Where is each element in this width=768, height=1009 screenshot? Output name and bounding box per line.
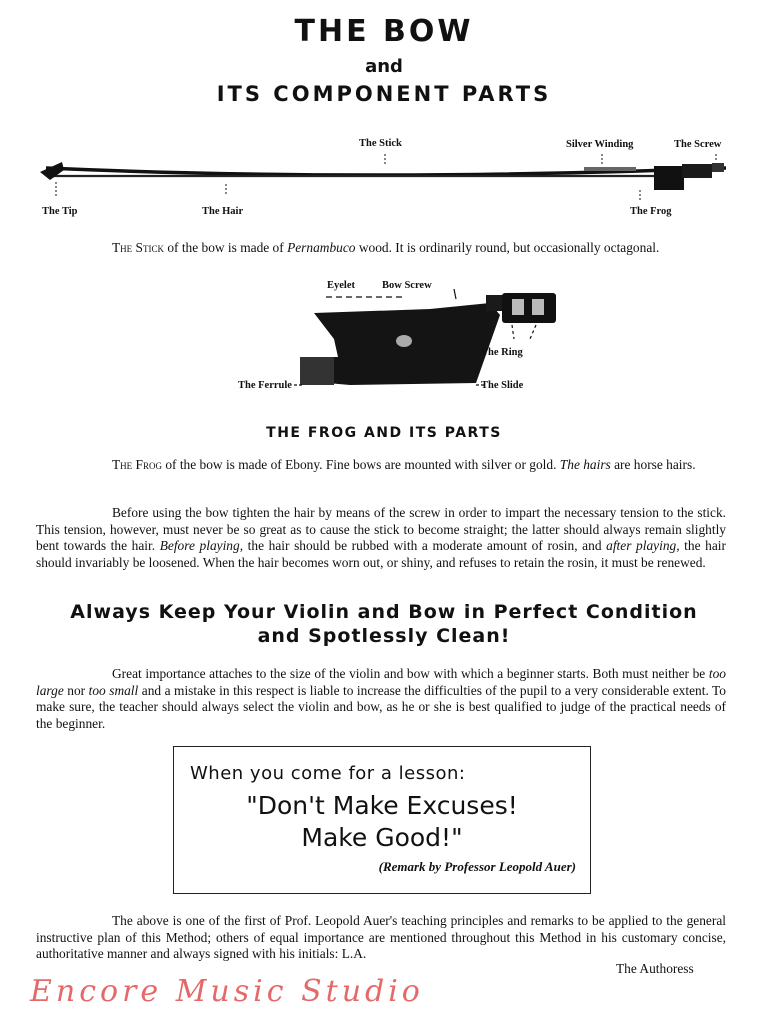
quote-intro: When you come for a lesson: — [190, 763, 466, 784]
stick-text-2: wood. It is ordinarily round, but occasionally octagonal. — [355, 240, 660, 255]
stick-text-1: of the bow is made of — [163, 240, 288, 255]
signoff: The Authoress — [616, 961, 694, 976]
label-stick: The Stick — [359, 138, 402, 149]
paragraph-tension — [36, 505, 726, 571]
quote-box — [173, 746, 591, 894]
label-ring: The Ring — [481, 347, 523, 358]
bow-illustration — [36, 150, 726, 200]
slogan-line-1: Always Keep Your Violin and Bow in Perfect Condition — [70, 601, 698, 623]
label-hair: The Hair — [202, 206, 244, 217]
tension-text-1: Before using the bow tighten the hair by means of the screw in order to impart the necessary tension to the stick. This tension, however, must never be so great as to cause the stick to become straight; the latter should always remain slightly bent towards the hair. — [36, 505, 726, 553]
frog-lead: The Frog — [112, 457, 162, 472]
label-screw: The Screw — [674, 139, 722, 150]
stick-lead: The Stick — [112, 240, 164, 255]
size-small: too small — [88, 682, 139, 698]
size-text-3: and a mistake in this respect is liable to increase the difficulties of the pupil to a very considerable extent. To make sure, the teacher should always select the violin and bow, as he or she is best qualified to judge of the practical needs of the beginner. — [36, 682, 727, 731]
label-slide: The Slide — [481, 380, 524, 391]
label-ferrule: The Ferrule — [238, 380, 292, 391]
tension-text-2: the hair should be rubbed with a moderate amount of rosin, and — [243, 538, 607, 553]
label-tip: The Tip — [42, 206, 78, 217]
frog-hairs: The hairs — [559, 457, 611, 472]
size-text-2: nor — [63, 682, 89, 698]
label-bow-screw: Bow Screw — [382, 280, 432, 291]
tension-after: after playing, — [606, 538, 680, 553]
frog-heading: THE FROG AND ITS PARTS — [266, 425, 502, 441]
slogan-line-2: and Spotlessly Clean! — [257, 625, 511, 647]
frog-text-2: are horse hairs. — [610, 457, 696, 472]
tension-text-3: the hair should invariably be loosened. When the hair becomes worn out, or shiny, and refuses to retain the rosin, it must be renewed. — [36, 538, 726, 570]
paragraph-size — [36, 666, 726, 732]
label-eyelet: Eyelet — [327, 280, 355, 291]
size-text-1: Great importance attaches to the size of the violin and bow with which a beginner starts. Both must neither be — [112, 666, 709, 681]
paragraph-frog — [36, 457, 726, 474]
paragraph-stick — [36, 240, 726, 257]
frog-text-1: of the bow is made of Ebony. Fine bows are mounted with silver or gold. — [161, 457, 560, 472]
slogan — [0, 600, 768, 648]
paragraph-closing: The above is one of the first of Prof. Leopold Auer's teaching principles and remarks to be applied to the general instructive plan of this Method; others of equal importance are mentioned throughout this Method in his customary concise, authoritative manner and always signed with his initials: L.A. — [36, 913, 726, 961]
frog-illustration — [290, 285, 570, 395]
page-title: THE BOW — [294, 14, 474, 49]
page-subtitle: ITS COMPONENT PARTS — [216, 82, 552, 106]
tension-before: Before playing, — [159, 538, 244, 553]
subtitle-and: and — [365, 56, 403, 77]
size-large: too large — [36, 666, 726, 698]
quote-line-1: "Don't Make Excuses! — [246, 791, 518, 820]
watermark: Encore Music Studio — [30, 974, 424, 1009]
label-silver-winding: Silver Winding — [566, 139, 634, 150]
label-frog: The Frog — [630, 206, 672, 217]
quote-remark: (Remark by Professor Leopold Auer) — [378, 859, 576, 874]
stick-wood: Pernambuco — [287, 240, 356, 255]
quote-line-2: Make Good!" — [301, 823, 463, 852]
